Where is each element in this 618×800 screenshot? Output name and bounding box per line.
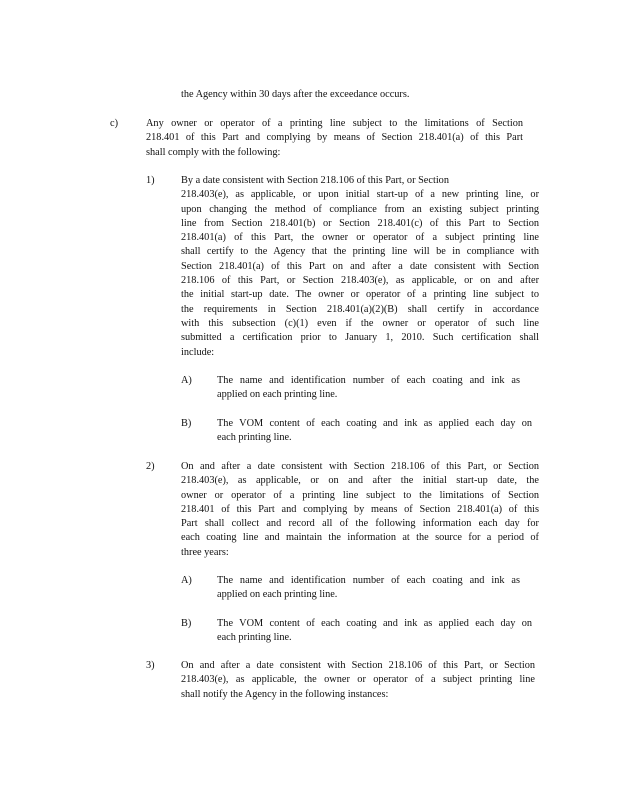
text-line: the Agency within 30 days after the exceedance occurs.	[181, 89, 410, 100]
subitem-1b-paragraph	[217, 417, 532, 446]
text-line: the initial start-up date. The owner or operator of a printing line subject to	[181, 289, 539, 301]
item-label-2: 2)	[146, 461, 155, 472]
text-line: The VOM content of each coating and ink as applied each day on	[217, 618, 532, 629]
subitem-label-2b: B)	[181, 618, 192, 629]
text-line: 218.401(a) of this Part, the owner or operator of a subject printing line	[181, 232, 539, 244]
section-c-paragraph	[146, 117, 523, 160]
item-2-paragraph	[181, 460, 539, 560]
text-line: include:	[181, 346, 215, 358]
text-line: 218.403(e), as applicable, the owner or operator of a subject printing line	[181, 674, 535, 686]
text-line: Part shall collect and record all of the following information each day for	[181, 518, 539, 530]
item-1-paragraph	[181, 174, 539, 360]
text-line: The name and identification number of each coating and ink as	[217, 375, 520, 386]
text-line: Any owner or operator of a printing line subject to the limitations of Section	[146, 118, 523, 129]
text-line: 218.106 of this Part, or Section 218.403(e), as applicable, or on and after	[181, 275, 539, 287]
text-line: By a date consistent with Section 218.106 of this Part, or Section	[181, 175, 449, 186]
text-line: The VOM content of each coating and ink as applied each day on	[217, 418, 532, 429]
text-line: each printing line.	[217, 432, 292, 444]
item-label-1: 1)	[146, 175, 155, 186]
subitem-1a-paragraph	[217, 374, 520, 403]
text-line: three years:	[181, 546, 229, 558]
text-line: owner or operator of a printing line subject to the limitations of Section	[181, 489, 539, 501]
text-line: upon changing the method of compliance from an existing subject printing	[181, 203, 539, 215]
subitem-label-2a: A)	[181, 575, 192, 586]
subitem-label-1a: A)	[181, 375, 192, 386]
text-line: shall comply with the following:	[146, 146, 281, 158]
subitem-2a-paragraph	[217, 574, 520, 603]
text-line: 218.401 of this Part and complying by means of Section 218.401(a) of this	[181, 503, 539, 515]
text-line: 218.401 of this Part and complying by means of Section 218.401(a) of this Part	[146, 132, 523, 144]
text-line: with this subsection (c)(1) even if the owner or operator of such line	[181, 317, 539, 329]
text-line: each coating line and maintain the information at the source for a period of	[181, 532, 539, 544]
text-line: applied on each printing line.	[217, 389, 338, 401]
text-line: Section 218.401(a) of this Part on and after a date consistent with Section	[181, 260, 539, 272]
item-label-3: 3)	[146, 660, 155, 671]
text-line: On and after a date consistent with Section 218.106 of this Part, or Section	[181, 461, 539, 472]
item-3-paragraph	[181, 659, 535, 702]
text-line: the requirements in Section 218.401(a)(2)(B) shall certify in accordance	[181, 303, 539, 315]
section-label-c: c)	[110, 118, 118, 129]
text-line: The name and identification number of each coating and ink as	[217, 575, 520, 586]
text-line: line from Section 218.401(b) or Section 218.401(c) of this Part to Section	[181, 217, 539, 229]
text-line: shall certify to the Agency that the printing line will be in compliance with	[181, 246, 539, 258]
text-line: shall notify the Agency in the following instances:	[181, 688, 389, 700]
text-line: On and after a date consistent with Section 218.106 of this Part, or Section	[181, 660, 535, 671]
continuation-paragraph	[181, 88, 481, 102]
text-line: each printing line.	[217, 632, 292, 644]
text-line: 218.403(e), as applicable, or on and after the initial start-up date, the	[181, 475, 539, 487]
text-line: applied on each printing line.	[217, 589, 338, 601]
text-line: 218.403(e), as applicable, or upon initial start-up of a new printing line, or	[181, 189, 539, 201]
text-line: submitted a certification prior to January 1, 2010. Such certification shall	[181, 332, 539, 344]
subitem-2b-paragraph	[217, 617, 532, 646]
subitem-label-1b: B)	[181, 418, 192, 429]
